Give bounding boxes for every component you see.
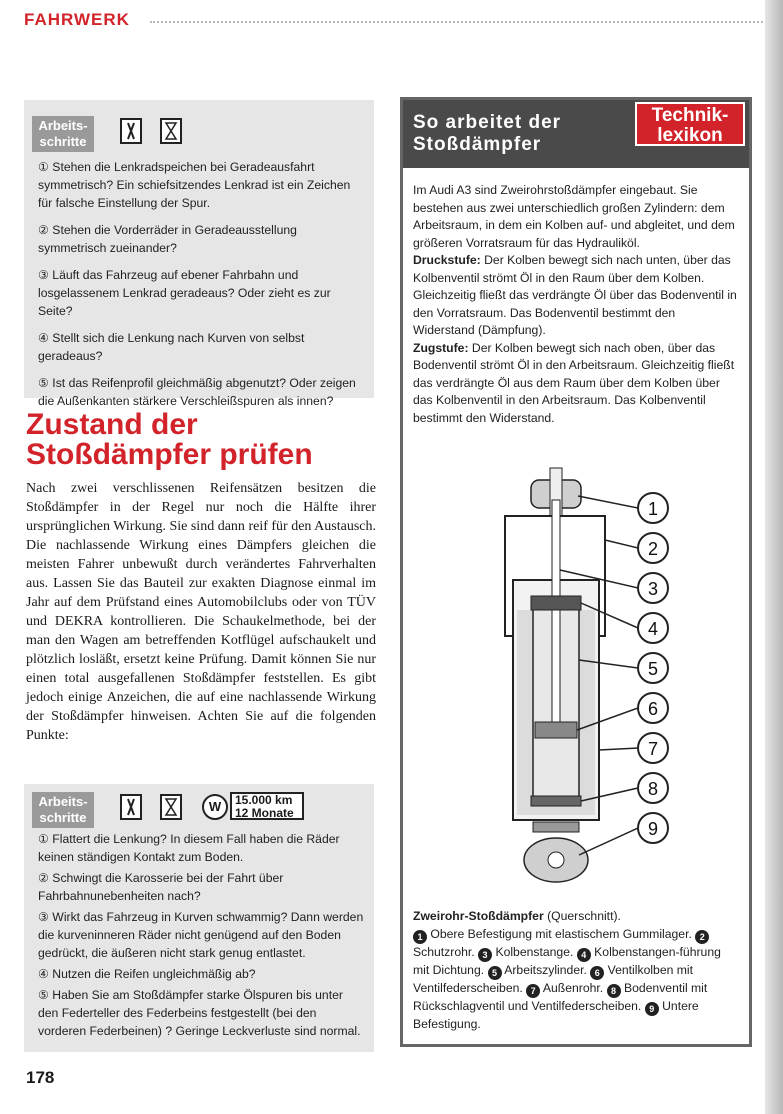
work-steps-badge xyxy=(32,792,94,828)
wrench-icon xyxy=(120,118,142,144)
callout-8: 8 xyxy=(647,779,659,799)
callout-6: 6 xyxy=(647,699,659,719)
caption-title: Zweirohr-Stoßdämpfer xyxy=(413,909,544,923)
lexikon-title-line-1: So arbeitet der xyxy=(413,112,562,133)
caption-number: 5 xyxy=(488,966,502,980)
wrench-icon xyxy=(120,794,142,820)
book-spine xyxy=(765,0,783,1114)
interval-km: 15.000 km xyxy=(235,793,293,807)
step-item: ① Flattert die Lenkung? In diesem Fall haben die Räder keinen ständigen Kontakt zum Boden. xyxy=(38,832,340,864)
caption-item: Ventilkolben mit Ventilfederscheiben. xyxy=(413,962,694,995)
caption-number: 9 xyxy=(645,1002,659,1016)
caption-item: Bodenventil mit Rückschlagventil und Ventilfederscheiben. xyxy=(413,980,708,1013)
caption-item: Kolbenstangen-führung mit Dichtung. xyxy=(413,944,721,977)
badge-line-1: Technik- xyxy=(651,105,729,126)
step-item: ① Stehen die Lenkradspeichen bei Geradeausfahrt symmetrisch? Ein schiefsitzendes Lenkrad ist ein Zeichen für falsche Einstellung der Spur. xyxy=(38,160,351,210)
callout-5: 5 xyxy=(647,659,659,679)
hourglass-icon xyxy=(160,118,182,144)
zugstufe-label: Zugstufe: xyxy=(413,340,469,355)
badge-line-2: schritte xyxy=(39,810,87,825)
interval-months: 12 Monate xyxy=(235,806,294,820)
hourglass-icon xyxy=(160,794,182,820)
technik-lexikon-badge xyxy=(635,102,745,146)
maintenance-interval-icon: W xyxy=(202,794,228,820)
page-number: 178 xyxy=(26,1068,55,1087)
step-item: ⑤ Haben Sie am Stoßdämpfer starke Ölspuren bis unter den Federteller des Federbeins festgestellt (bei den vorderen Federbeinen) ? Geringe Leckverluste sind normal. xyxy=(38,988,361,1038)
article-body: Nach zwei verschlissenen Reifensätzen besitzen die Stoßdämpfer in der Regel nur noch die Hälfte ihrer ursprünglichen Wirkung. Sie sind dann reif für den Austausch. Die nachlassende Wirkung eines Dämpfers gleichen die meisten Fahrer unbewußt durch verändertes Fahrverhalten aus. Lassen Sie das Bauteil zur exakten Diagnose einmal im Jahr auf dem Prüfstand eines Automobilclubs oder von TÜV und DEKRA kontrollieren. Die Schaukelmethode, bei der man den Wagen am betreffenden Kotflügel aufschaukelt und plötzlich losläßt, ersetzt keine Prüfung. Damit können Sie nur einen total ausgefallenen Stoßdämpfer feststellen. Es gibt jedoch einige Anzeichen, die auf eine nachlassende Wirkung der Stoßdämpfer hinweisen. Achten Sie auf die folgenden Punkte: xyxy=(26,481,376,743)
lexikon-title-line-2: Stoßdämpfer xyxy=(413,134,542,155)
heading-line-2: Stoßdämpfer prüfen xyxy=(26,438,313,471)
badge-line-2: lexikon xyxy=(657,125,723,146)
step-item: ④ Stellt sich die Lenkung nach Kurven von selbst geradeaus? xyxy=(38,331,305,363)
step-item: ③ Läuft das Fahrzeug auf ebener Fahrbahn und losgelassenem Lenkrad geradeaus? Oder zieht es zur Seite? xyxy=(38,268,331,318)
step-item: ② Stehen die Vorderräder in Geradeausstellung symmetrisch zueinander? xyxy=(38,223,297,255)
work-steps-badge xyxy=(32,116,94,152)
steps-list xyxy=(38,158,364,419)
caption-number: 7 xyxy=(526,984,540,998)
caption-item: Arbeitszylinder. xyxy=(504,962,587,977)
caption-item: Untere Befestigung. xyxy=(413,998,699,1031)
step-item: ④ Nutzen die Reifen ungleichmäßig ab? xyxy=(38,967,256,981)
badge-line-2: schritte xyxy=(39,134,87,149)
druckstufe-label: Druckstufe: xyxy=(413,253,481,267)
technik-lexikon-box xyxy=(400,97,752,1047)
heading-line-1: Zustand der xyxy=(26,408,198,441)
caption-number: 4 xyxy=(577,948,591,962)
lexikon-title xyxy=(413,112,561,156)
druckstufe-text: Der Kolben bewegt sich nach unten, über das Kolbenventil strömt Öl in den Raum über dem Kolben. Gleichzeitig fließt das verdrängte Öl über das Bodenventil in den Vorratsraum. Das Bodenventil bestimmt den Widerstand (Dämpfung). xyxy=(413,253,737,337)
callout-3: 3 xyxy=(647,579,659,599)
lexikon-text xyxy=(413,182,738,427)
section-title: FAHRWERK xyxy=(24,10,130,29)
page-header xyxy=(0,0,783,40)
lexikon-intro: Im Audi A3 sind Zweirohrstoßdämpfer eingebaut. Sie bestehen aus zwei unterschiedlich großen Zylindern: dem Arbeitsraum, in dem ein Kolben auf- und abgleitet, und dem größeren Vorratsraum für das Hydrauliköl. xyxy=(413,183,735,250)
callout-4: 4 xyxy=(647,619,659,639)
caption-item: Kolbenstange. xyxy=(495,944,574,959)
caption-number: 8 xyxy=(607,984,621,998)
lexikon-header xyxy=(403,100,749,168)
zugstufe-text: Der Kolben bewegt sich nach oben, über das Bodenventil strömt Öl in den Arbeitsraum. Gleichzeitig fließt das verdrängte Öl aus dem Raum über dem Kolben über das Kolbenventil in den Arbeitsraum. Das Kolbenventil bestimmt den Widerstand. xyxy=(413,340,735,425)
caption-item: Obere Befestigung mit elastischem Gummilager. xyxy=(430,926,692,941)
callout-1: 1 xyxy=(647,499,659,519)
step-item: ⑤ Ist das Reifenprofil gleichmäßig abgenutzt? Oder zeigen die Außenkanten stärkere Verschleißspuren als innen? xyxy=(38,376,356,408)
caption-number: 2 xyxy=(695,930,709,944)
lexikon-zugstufe xyxy=(413,340,738,428)
figure-caption xyxy=(413,908,738,1033)
step-item: ③ Wirkt das Fahrzeug in Kurven schwammig? Dann werden die kurveninneren Räder nicht genügend auf den Boden gedrückt, die äußeren nicht stark genug entlastet. xyxy=(38,910,364,960)
article-heading xyxy=(26,410,376,470)
step-item: ② Schwingt die Karosserie bei der Fahrt über Fahrbahnunebenheiten nach? xyxy=(38,871,284,903)
caption-item: Schutzrohr. xyxy=(413,944,475,959)
caption-subtitle: (Querschnitt). xyxy=(543,909,621,923)
caption-number: 1 xyxy=(413,930,427,944)
caption-item: Außenrohr. xyxy=(542,980,604,995)
steps-list xyxy=(38,830,364,1043)
lexikon-druckstufe xyxy=(413,252,738,340)
badge-line-1: Arbeits- xyxy=(38,794,88,809)
shock-absorber-diagram xyxy=(413,460,738,900)
interval-badge xyxy=(230,792,304,820)
caption-number: 3 xyxy=(478,948,492,962)
caption-number: 6 xyxy=(590,966,604,980)
callout-7: 7 xyxy=(647,739,659,759)
header-divider xyxy=(150,21,763,23)
work-steps-box-1 xyxy=(24,100,374,408)
callout-2: 2 xyxy=(647,539,659,559)
badge-line-1: Arbeits- xyxy=(38,118,88,133)
work-steps-box-2 xyxy=(24,784,374,1052)
callout-9: 9 xyxy=(647,819,659,839)
